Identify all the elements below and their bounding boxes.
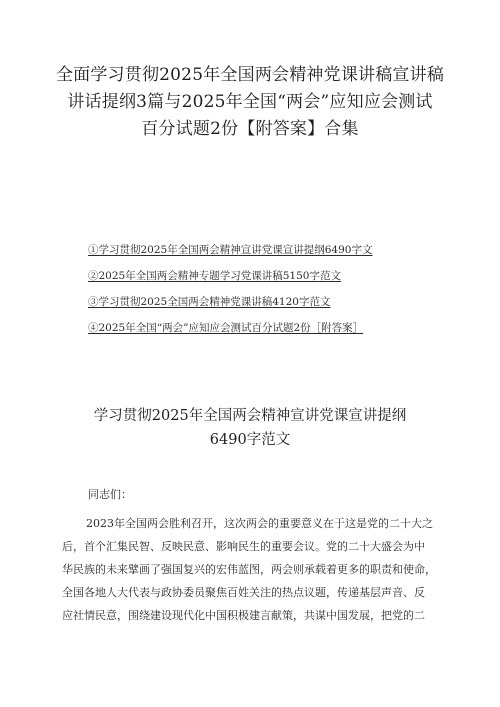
section-title-line-2: 6490字范文 xyxy=(209,432,291,448)
section-title xyxy=(0,404,500,452)
toc-link-2[interactable]: ②2025年全国两会精神专题学习党课讲稿5150字范文 xyxy=(88,270,341,282)
body-paragraph xyxy=(62,512,438,627)
salutation: 同志们： xyxy=(88,488,132,501)
document-title-line-2: 讲话提纲3篇与2025年全国“两会”应知应会测试 xyxy=(67,92,433,112)
toc-link-1[interactable]: ①学习贯彻2025年全国两会精神宣讲党课宣讲提纲6490字文 xyxy=(88,244,373,256)
toc-link-4[interactable]: ④2025年全国“两会”应知应会测试百分试题2份［附答案］ xyxy=(88,322,364,334)
document-title-line-3: 百分试题2份【附答案】合集 xyxy=(141,119,359,139)
paragraph-line-2: 后，首个汇集民智、反映民意、影响民生的重要会议。党的二十大盛会为中 xyxy=(62,540,425,553)
table-of-contents xyxy=(88,244,418,348)
paragraph-line-1: 2023年全国两会胜利召开，这次两会的重要意义在于这是党的二十大之 xyxy=(86,517,433,530)
section-title-line-1: 学习贯彻2025年全国两会精神宣讲党课宣讲提纲 xyxy=(93,408,407,424)
paragraph-line-4: 全国各地人大代表与政协委员聚焦百姓关注的热点议题，传递基层声音、反 xyxy=(62,586,425,599)
paragraph-line-3: 华民族的未来擘画了强国复兴的宏伟蓝图，两会则承载着更多的职责和使命， xyxy=(62,563,436,576)
toc-link-3[interactable]: ③学习贯彻2025全国两会精神党课讲稿4120字范文 xyxy=(88,296,331,308)
paragraph-line-5: 应社情民意，围绕建设现代化中国积极建言献策，共谋中国发展，把党的二 xyxy=(62,609,425,622)
document-title-line-1: 全面学习贯彻2025年全国两会精神党课讲稿宣讲稿 xyxy=(55,65,445,85)
document-title xyxy=(0,62,500,143)
